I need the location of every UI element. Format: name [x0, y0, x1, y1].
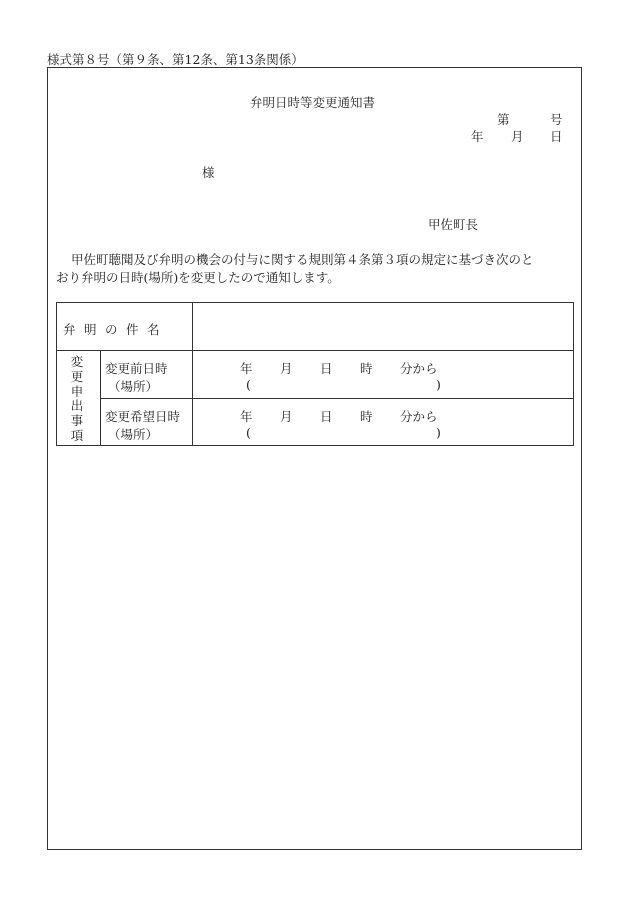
- addressee-suffix: 様: [202, 165, 215, 180]
- row-before-place-label: （場所）: [108, 379, 159, 394]
- row-before-month: 月: [280, 361, 293, 376]
- row-before-year: 年: [240, 361, 253, 376]
- row-requested-day: 日: [320, 409, 333, 424]
- document-number-suffix: 号: [550, 112, 563, 127]
- row-requested-year: 年: [240, 409, 253, 424]
- table-divider-horizontal: [57, 350, 573, 351]
- row-before-hour: 時: [360, 361, 373, 376]
- date-month-label: 月: [511, 129, 524, 144]
- change-request-items-label: 変 更 申 出 事 項: [70, 354, 84, 443]
- row-requested-month: 月: [280, 409, 293, 424]
- subject-label: 弁 明 の 件 名: [63, 322, 160, 337]
- row-before-minute: 分から: [400, 361, 438, 376]
- body-text-line-1: 甲佐町聴聞及び弁明の機会の付与に関する規則第４条第３項の規定に基づき次のと: [71, 252, 534, 267]
- table-divider-horizontal: [100, 398, 574, 399]
- date-day-label: 日: [550, 129, 563, 144]
- document-number-prefix: 第: [497, 112, 510, 127]
- row-requested-place-close: ): [436, 425, 441, 440]
- row-before-day: 日: [320, 361, 333, 376]
- issuer-name: 甲佐町長: [428, 217, 479, 232]
- row-requested-minute: 分から: [400, 409, 438, 424]
- row-before-place-close: ): [436, 377, 441, 392]
- form-number-label: 様式第８号（第９条、第12条、第13条関係）: [47, 52, 304, 67]
- row-before-place-open: (: [246, 377, 251, 392]
- document-title: 弁明日時等変更通知書: [250, 95, 376, 110]
- row-requested-place-label: （場所）: [108, 427, 159, 442]
- row-requested-place-open: (: [246, 425, 251, 440]
- row-requested-hour: 時: [360, 409, 373, 424]
- row-requested-label: 変更希望日時: [105, 409, 181, 424]
- date-year-label: 年: [471, 129, 484, 144]
- document-frame: [47, 67, 582, 850]
- table-divider-vertical: [100, 350, 101, 446]
- row-before-label: 変更前日時: [105, 361, 168, 376]
- table-divider-vertical: [192, 303, 193, 445]
- body-text-line-2: おり弁明の日時(場所)を変更したので通知します。: [56, 270, 340, 285]
